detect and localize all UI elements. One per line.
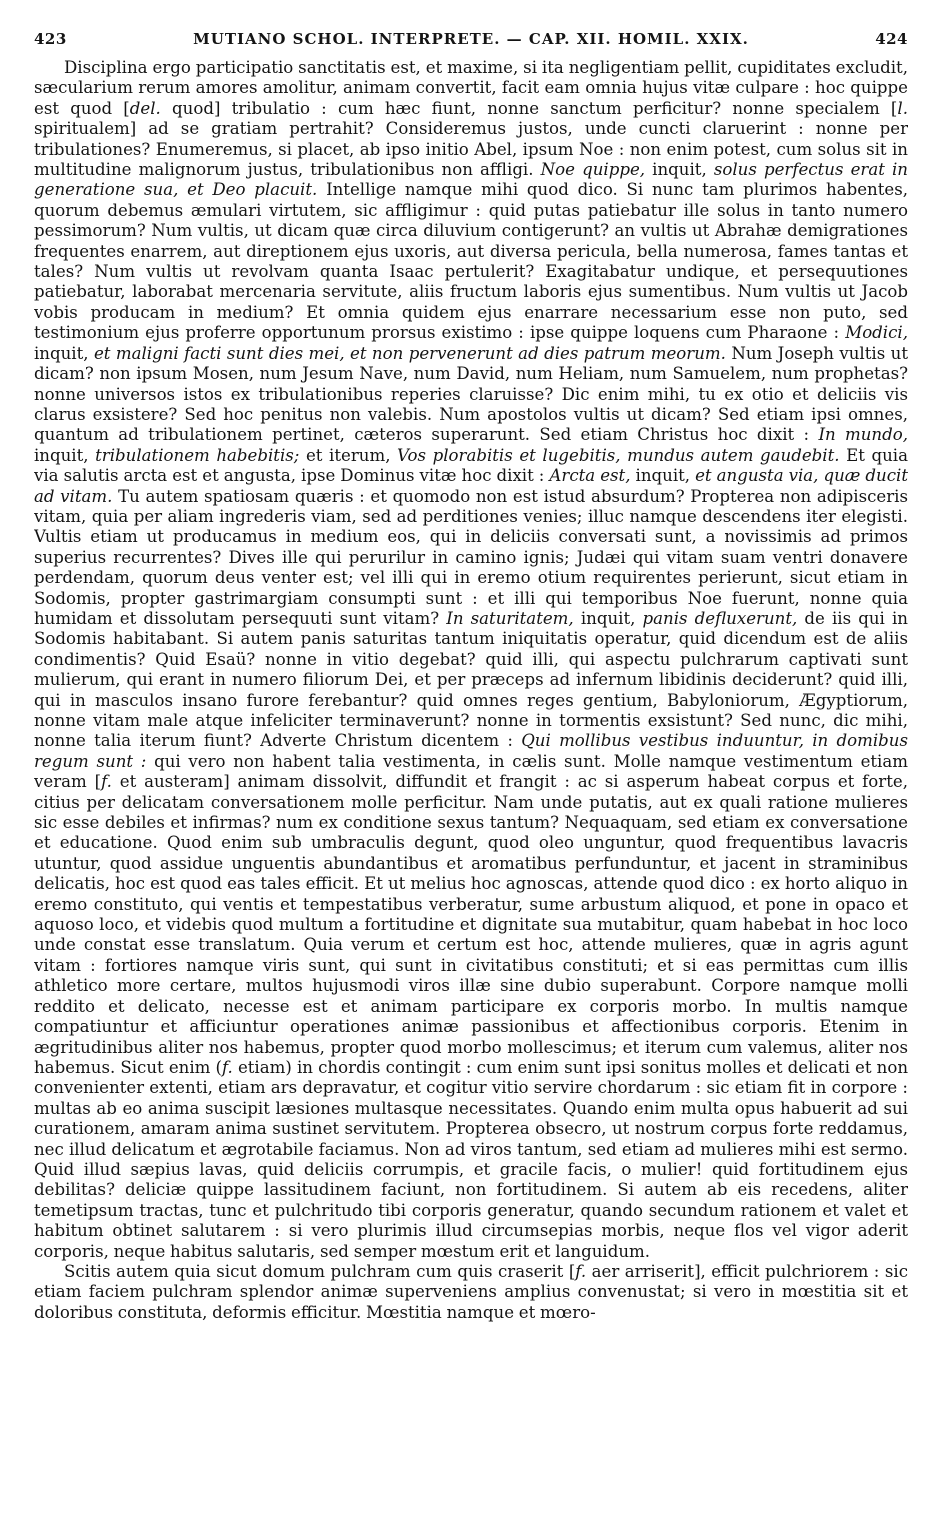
italic-text: In mundo, <box>818 425 908 445</box>
italic-text: l. <box>897 98 908 118</box>
italic-text: f. <box>575 1261 587 1281</box>
running-title: MUTIANO SCHOL. INTERPRETE. — CAP. XII. HOMIL. XXIX. <box>193 30 749 48</box>
text-run: et iterum, <box>299 445 398 465</box>
text-run: inquit, <box>573 608 643 628</box>
page-number-right: 424 <box>875 30 908 48</box>
text-run: inquit, <box>34 343 94 363</box>
body-text <box>34 58 908 1323</box>
running-head <box>34 30 908 54</box>
italic-text: tribulationem habebitis; <box>95 445 300 465</box>
paragraph <box>34 58 908 1262</box>
text-run: et austeram] animam dissolvit, diffundit et frangit : ac si asperum habeat corpus et forte, citius per delicatam conversationem molle perficitur. Nam unde putatis, aut ex quali ratione mulieres sic esse debiles et infirmas? num ex conditione sexus tantum? Nequaquam, sed etiam ex conversatione et educatione. Quod enim sub umbraculis degunt, quod oleo unguntur, quod frequentibus lavacris utuntur, quod assidue unguentis abundantibus et aromatibus perfunduntur, et jacent in straminibus delicatis, hoc est quod eas tales efficit. Et ut melius hoc agnoscas, attende quod dico : ex horto aliquo in eremo constituto, qui ventis et tempestatibus verberatur, sume arbustum aliquod, et pone in opaco et aquoso loco, et videbis quod multum a fortitudine et dignitate sua mutabitur, quam habebat in hoc loco unde constat esse translatum. Quia verum et certum est hoc, attende mulieres, quæ in agris agunt vitam : fortiores namque viris sunt, qui sunt in civitatibus constituti; et si eas permittas cum illis athletico more certare, multos hujusmodi viros illæ sine dubio superabunt. Corpore namque molli reddito et delicato, necesse est et animam participare ex corporis morbo. In multis namque compatiuntur et afficiuntur operationes animæ passionibus et affectionibus corporis. Etenim in ægritudinibus aliter nos habemus, propter quod morbo mollescimus; et iterum cum valemus, aliter nos habemus. Sicut enim ( <box>34 772 908 1077</box>
italic-text: Qui mollibus vestibus induuntur, in domibus regum sunt : <box>34 731 908 771</box>
italic-text: Noe quippe, <box>540 160 646 180</box>
page <box>34 30 908 1530</box>
text-run: Et quia via salutis arcta est et angusta, ipse Dominus vitæ hoc dixit : <box>34 445 908 486</box>
italic-text: panis defluxerunt, <box>642 608 798 628</box>
italic-text: Vos plorabitis et lugebitis, mundus autem gaudebit. <box>397 445 840 465</box>
text-run: qui vero non habent talia vestimenta, in cælis sunt. Molle namque vestimentum etiam veram [ <box>34 751 908 792</box>
italic-text: solus perfectus erat in generatione sua, et Deo placuit. <box>34 160 908 200</box>
page-number-left: 423 <box>34 30 67 48</box>
text-run: Tu autem spatiosam quæris : et quomodo non est istud absurdum? Propterea non adipisceris vitam, quia per aliam ingrederis viam, sed ad perditiones venies; illuc namque descendens iter elegisti. Vultis etiam ut producamus in medium eos, qui in deliciis conversati sunt, a novissimis ad primos superius recurrentes? Dives ille qui perurilur in camino ignis; Judæi qui vitam suam ventri donavere perdendam, quorum deus venter est; vel illi qui in eremo otium requirentes perierunt, sicut etiam in Sodomis, propter gastrimargiam consumpti sunt : et illi qui temporibus Noe fuerunt, nonne quia humidam et dissolutam persequuti sunt vitam? <box>34 486 908 628</box>
text-run: quod] tribulatio : cum hæc fiunt, nonne sanctum perficitur? nonne specialem [ <box>160 98 898 118</box>
text-run: Intellige namque mihi quod dico. Si nunc tam plurimos habentes, quorum debemus æmulari virtutem, sic affligimur : quid putas patiebatur ille solus in tanto numero pessimorum? Num vultis, ut dicam quæ circa diluvium contigerunt? an vultis ut Abrahæ demigrationes frequentes enarrem, aut direptionem ejus uxoris, aut diversa pericula, bella numerosa, fames tantas et tales? Num vultis ut revolvam quanta Isaac pertulerit? Exagitabatur undique, et persequutiones patiebatur, laborabat mercenaria servitute, aliis fructum laboris ejus sumentibus. Num vultis ut Jacob vobis producam in medium? Et omnia quidem ejus enarrare necessarium esse non puto, sed testimonium ejus proferre opportunum prorsus existimo : ipse quippe loquens cum Pharaone : <box>34 180 908 343</box>
text-run: inquit, <box>630 466 696 486</box>
text-run: Scitis autem quia sicut domum pulchram cum quis craserit [ <box>64 1261 576 1281</box>
text-run: de iis qui in Sodomis habitabant. Si autem panis saturitas tantum iniquitatis operatur, quid dicendum est de aliis condimentis? Quid Esaü? nonne in vitio degebat? quid illi, qui aspectu pulchrarum captivati sunt mulierum, qui erant in numero filiorum Dei, et per præceps ad infernum libidinis deciderunt? quid illi, qui in masculos insano furore ferebantur? quid omnes reges gentium, Babyloniorum, Ægyptiorum, nonne vitam male atque infeliciter terminaverunt? nonne in tormentis exsistunt? Sed nunc, dic mihi, nonne talia iterum fiunt? Adverte Christum dicentem : <box>34 608 908 751</box>
text-run: etiam) in chordis contingit : cum enim sunt ipsi sonitus molles et delicati et non convenienter extenti, etiam ars depravatur, et cogitur vitio servire chordarum : sic etiam fit in corpore : multas ab eo anima suscipit læsiones multasque necessitates. Quando enim multa opus habuerit ad sui curationem, amaram anima sustinet servitutem. Propterea obsecro, ut nostrum corpus forte reddamus, nec illud delicatum et ægrotabile faciamus. Non ad viros tantum, sed etiam ad mulieres mihi est sermo. Quid illud sæpius lavas, quid deliciis corrumpis, et gracile facis, o mulier! quid fortitudinem ejus debilitas? deliciæ quippe lassitudinem faciunt, non fortitudinem. Si autem ab eis recedens, aliter temetipsum tractas, tunc et pulchritudo tibi corporis generatur, quando secundum rationem et valet et habitum obtinet salutarem : si vero plurimis illud circumsepias morbis, neque flos vel vigor aderit corporis, neque habitus salutaris, sed semper mœstum erit et languidum. <box>34 1057 908 1261</box>
text-run: inquit, <box>34 445 96 465</box>
paragraph <box>34 1262 908 1323</box>
italic-text: del. <box>129 98 161 118</box>
text-run: aer arriserit], efficit pulchriorem : sic etiam faciem pulchram splendor animæ superveniens amplius convenustat; si vero in mœstitia sit et doloribus constituta, deformis efficitur. Mœstitia namque et mœro- <box>34 1261 908 1322</box>
text-run: Disciplina ergo participatio sanctitatis est, et maxime, si ita negligentiam pellit, cupiditates excludit, sæcularium rerum amores amolitur, animam convertit, facit eam omnia hujus vitæ culpare : hoc quippe est quod [ <box>34 58 908 118</box>
italic-text: Modici, <box>845 323 908 343</box>
italic-text: f. <box>221 1057 233 1077</box>
italic-text: Arcta est, <box>549 466 631 486</box>
italic-text: f. <box>101 772 112 792</box>
text-run: inquit, <box>645 160 714 180</box>
text-run: Num Joseph vultis ut dicam? non ipsum Mosen, num Jesum Nave, num David, num Heliam, num Samuelem, num prophetas? nonne universos istos ex tribulationibus reperies claruisse? Dic enim mihi, tu ex otio et deliciis vis clarus exsistere? Sed hoc penitus non valebis. Num apostolos vultis ut dicam? Sed etiam ipsi omnes, quantum ad tribulationem pertinet, cæteros superarunt. Sed etiam Christus hoc dixit : <box>34 343 908 445</box>
italic-text: et maligni facti sunt dies mei, et non pervenerunt ad dies patrum meorum. <box>93 343 726 363</box>
italic-text: In saturitatem, <box>446 608 574 628</box>
text-run: spiritualem] ad se gratiam pertrahit? Consideremus justos, unde cuncti claruerint : nonne per tribulationes? Enumeremus, si placet, ab ipso initio Abel, ipsum Noe : non enim potest, cum solus sit in multitudine malignorum justus, tribulationibus non affligi. <box>34 119 908 180</box>
italic-text: et angusta via, quæ ducit ad vitam. <box>34 466 908 506</box>
